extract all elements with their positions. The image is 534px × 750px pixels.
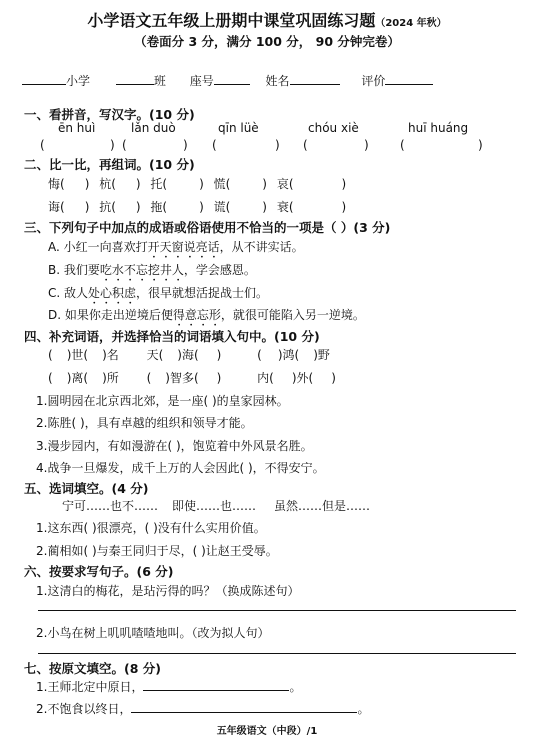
compare-row-2 (48, 198, 346, 215)
idiom-slot: ( (48, 348, 53, 362)
section-7-title: 七、按原文填空。(8 分) (24, 661, 161, 676)
page-footer: 五年级语文（中段）/1 (216, 726, 318, 737)
idiom-slot: )智多( (165, 371, 199, 385)
char-slot: 谎( (213, 200, 231, 214)
class-label: 班 (153, 74, 166, 88)
name-blank[interactable] (290, 73, 340, 85)
conjunction-option-2: 即使……也…… (172, 499, 257, 513)
idiom-slot: )海( (177, 348, 199, 362)
idiom-slot: )离( (66, 371, 89, 385)
pinyin-2: lǎn duò (131, 121, 176, 135)
option-c (48, 284, 268, 307)
idiom-slot: )外( (291, 371, 314, 385)
fill-question-1: 1.圆明园在北京西北郊，是一座( )的皇家园林。 (36, 394, 289, 408)
pinyin-3: qīn lüè (218, 121, 259, 135)
recite-blank[interactable] (131, 701, 357, 713)
option-text: ，从不讲实话。 (219, 240, 304, 254)
answer-bracket-close: ) (364, 138, 369, 152)
recite-prompt: 1.王师北定中原日， (36, 680, 144, 694)
idiom-slot: )所 (102, 371, 119, 385)
char-slot: ) (84, 177, 90, 191)
char-slot: 拖( (150, 200, 168, 214)
char-slot: ) (262, 200, 267, 214)
school-label: 小学 (66, 74, 91, 88)
school-blank[interactable] (22, 73, 66, 85)
idiom-slot: ) (216, 348, 222, 362)
name-label: 姓名 (265, 74, 290, 88)
option-text: C. 敌人 (48, 286, 89, 300)
char-slot: ) (341, 177, 347, 191)
option-a (48, 238, 304, 261)
char-slot: ) (135, 200, 141, 214)
rating-blank[interactable] (385, 73, 433, 85)
exam-subtitle: （卷面分 3 分，满分 100 分， 90 分钟完卷） (134, 34, 400, 49)
char-slot: ) (262, 177, 267, 191)
idiom-slot: )世( (66, 348, 89, 362)
idiom-slot: )野 (313, 348, 330, 362)
recite-blank[interactable] (143, 679, 289, 691)
answer-bracket-open: ( (400, 138, 405, 152)
option-text: D. 如果你走出逆境后便 (48, 308, 173, 322)
class-blank[interactable] (116, 73, 154, 85)
pinyin-5: huī huáng (408, 121, 469, 135)
option-text: ，很早就想活捉战士们。 (136, 286, 269, 300)
fill-question-4: 4.战争一旦爆发，成千上万的人会因此( )，不得安宁。 (36, 461, 325, 475)
answer-bracket-open: ( (40, 138, 45, 152)
answer-bracket-close: ) (275, 138, 280, 152)
option-text: ，就很可能陷入另一逆境。 (220, 308, 365, 322)
answer-bracket-open: ( (303, 138, 308, 152)
char-slot: 杭( (99, 177, 116, 191)
answer-bracket-close: ) (110, 138, 115, 152)
pinyin-1: ēn huì (58, 121, 96, 135)
title-main: 小学语文五年级上册期中课堂巩固练习题 (87, 11, 376, 30)
recite-question-1 (36, 678, 301, 695)
char-slot: 诲( (48, 200, 65, 214)
fill-question-2: 2.陈胜( )，具有卓越的组织和领导才能。 (36, 416, 253, 430)
char-slot: 悔( (48, 177, 65, 191)
recite-prompt: 2.不饱食以终日， (36, 702, 132, 716)
conjunction-question-1: 1.这东西( )很漂亮，( )没有什么实用价值。 (36, 521, 266, 535)
seat-label: 座号 (189, 74, 214, 88)
section-1-title: 一、看拼音，写汉字。(10 分) (24, 107, 195, 122)
pinyin-4: chóu xiè (308, 121, 359, 135)
char-slot: ) (341, 200, 347, 214)
dotted-idiom: 得意忘形 (172, 308, 221, 322)
option-d (48, 306, 365, 329)
option-text: A. 小红一向喜欢打 (48, 240, 148, 254)
rating-label: 评价 (361, 74, 386, 88)
dotted-idiom: 处心积虑 (88, 286, 137, 300)
answer-line[interactable] (38, 610, 516, 611)
char-slot: ) (135, 177, 141, 191)
answer-line[interactable] (38, 653, 516, 654)
answer-bracket-open: ( (212, 138, 217, 152)
seat-blank[interactable] (214, 73, 250, 85)
idiom-slot: ( (257, 348, 262, 362)
idiom-slot: )鸿( (277, 348, 300, 362)
recite-question-2 (36, 700, 369, 717)
option-text: ，学会感恩。 (183, 263, 256, 277)
section-2-title: 二、比一比，再组词。(10 分) (24, 157, 195, 172)
period: 。 (289, 680, 302, 694)
conjunction-option-3: 虽然……但是…… (274, 499, 371, 513)
idiom-row-1 (48, 346, 330, 363)
section-4-title: 四、补充词语，并选择恰当的词语填入句中。(10 分) (24, 329, 320, 344)
exam-title (0, 8, 534, 31)
char-slot: 慌( (213, 177, 231, 191)
idiom-slot: ) (216, 371, 222, 385)
char-slot: 抗( (99, 200, 116, 214)
idiom-slot: ) (331, 371, 336, 385)
answer-bracket-close: ) (478, 138, 483, 152)
answer-bracket-close: ) (183, 138, 188, 152)
idiom-slot: ( (48, 371, 53, 385)
char-slot: ) (84, 200, 90, 214)
char-slot: ) (199, 200, 204, 214)
idiom-slot: 天( (146, 348, 164, 362)
fill-question-3: 3.漫步园内，有如漫游在( )，饱览着中外风景名胜。 (36, 439, 313, 453)
conjunction-option-1: 宁可……也不…… (62, 499, 159, 513)
char-slot: 哀( (276, 177, 294, 191)
char-slot: 衰( (276, 200, 294, 214)
rewrite-question-2: 2.小鸟在树上叽叽喳喳地叫。（改为拟人句） (36, 626, 270, 640)
char-slot: ) (199, 177, 204, 191)
period: 。 (357, 702, 370, 716)
idiom-row-2 (48, 369, 336, 386)
char-slot: 托( (150, 177, 168, 191)
rewrite-question-1: 1.这清白的梅花，是玷污得的吗？（换成陈述句） (36, 584, 300, 598)
option-b (48, 261, 256, 284)
answer-bracket-open: ( (122, 138, 127, 152)
section-5-title: 五、选词填空。(4 分) (24, 481, 149, 496)
idiom-slot: ( (146, 371, 152, 385)
idiom-slot: )名 (102, 348, 119, 362)
student-info-line (22, 72, 433, 89)
option-text: B. 我们要 (48, 263, 100, 277)
section-6-title: 六、按要求写句子。(6 分) (24, 564, 174, 579)
compare-row-1 (48, 175, 346, 192)
dotted-idiom: 开天窗说亮话 (147, 240, 220, 254)
title-note: （2024 年秋） (375, 18, 447, 29)
idiom-slot: 内( (257, 371, 274, 385)
conjunction-question-2: 2.蔺相如( )与秦王同归于尽，( )让赵王受辱。 (36, 544, 278, 558)
section-3-title: 三、下列句子中加点的成语或俗语使用不恰当的一项是（ ）(3 分) (24, 220, 391, 235)
dotted-idiom: 吃水不忘挖井人 (99, 263, 184, 277)
